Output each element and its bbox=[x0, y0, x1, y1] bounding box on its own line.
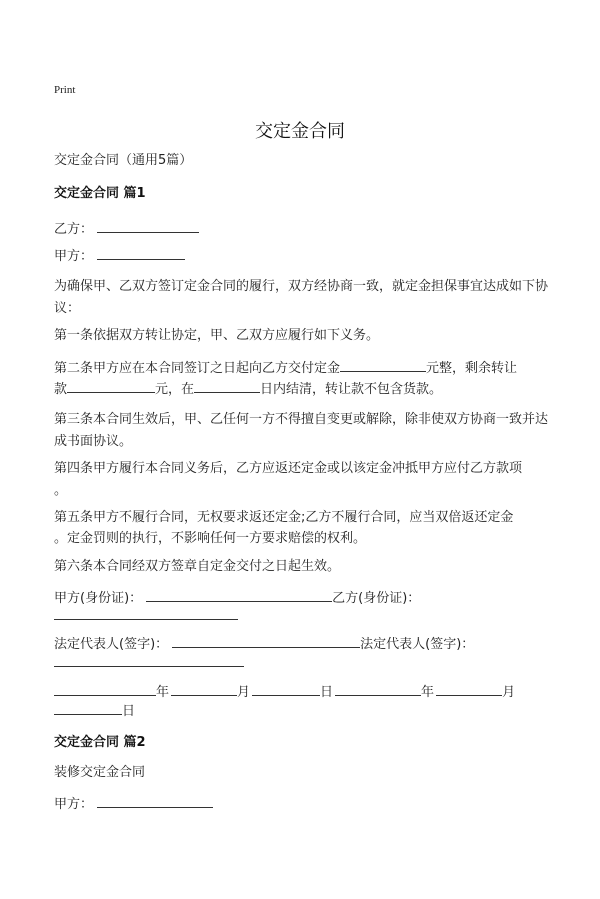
remaining-amount-blank bbox=[67, 378, 155, 393]
rep-b-blank-line bbox=[54, 652, 550, 675]
article-1: 第一条依据双方转让协定，甲、乙双方应履行如下义务。 bbox=[54, 328, 380, 343]
article-5-line-1: 第五条甲方不履行合同，无权要求返还定金;乙方不履行合同，应当双倍返还定金 bbox=[54, 510, 514, 525]
year-a-label: 年 bbox=[156, 685, 170, 700]
day-b-blank bbox=[54, 700, 122, 715]
article-5-line-2: 。定金罚则的执行，不影响任何一方要求赔偿的权利。 bbox=[54, 531, 367, 546]
deposit-amount-blank bbox=[340, 357, 426, 372]
article-6: 第六条本合同经双方签章自定金交付之日起生效。 bbox=[54, 559, 341, 574]
article-2-text-b: 元整，剩余转让 bbox=[426, 361, 518, 376]
date-line-2 bbox=[54, 700, 550, 723]
days-blank bbox=[194, 378, 260, 393]
document-subtitle: 交定金合同（通用5篇） bbox=[54, 153, 193, 168]
rep-b-label: 法定代表人(签字)： bbox=[360, 637, 475, 652]
party-a-blank bbox=[97, 245, 185, 260]
article-2-line-1 bbox=[54, 357, 550, 380]
party-a-line bbox=[54, 245, 550, 268]
rep-a-label: 法定代表人(签字)： bbox=[54, 637, 169, 652]
section-2-subtitle: 装修交定金合同 bbox=[54, 765, 146, 780]
month-b-label: 月 bbox=[502, 685, 516, 700]
article-2-text-a: 第二条甲方应在本合同签订之日起向乙方交付定金 bbox=[54, 361, 341, 376]
article-2-text-e: 日内结清，转让款不包含货款。 bbox=[260, 382, 443, 397]
year-a-blank bbox=[54, 681, 156, 696]
id-b-label: 乙方(身份证)： bbox=[332, 591, 421, 606]
id-a-label: 甲方(身份证)： bbox=[54, 591, 143, 606]
party-b-line bbox=[54, 218, 550, 241]
article-4-line-2: 。 bbox=[54, 483, 68, 498]
day-a-blank bbox=[252, 681, 320, 696]
section-2-party-a-line bbox=[54, 793, 550, 816]
party-b-label: 乙方： bbox=[54, 222, 94, 237]
id-b-blank bbox=[54, 605, 238, 620]
party-a-label: 甲方： bbox=[54, 249, 94, 264]
section-heading-1: 交定金合同 篇1 bbox=[54, 186, 146, 201]
year-b-label: 年 bbox=[421, 685, 435, 700]
article-2-text-d: 元，在 bbox=[155, 382, 195, 397]
document-title: 交定金合同 bbox=[255, 121, 345, 142]
party-b-blank bbox=[97, 218, 199, 233]
rep-a-blank bbox=[172, 633, 360, 648]
year-b-blank bbox=[335, 681, 421, 696]
intro-paragraph: 为确保甲、乙双方签订定金合同的履行，双方经协商一致，就定金担保事宜达成如下协议： bbox=[54, 279, 549, 316]
article-2-text-c: 款 bbox=[54, 382, 68, 397]
section-2-party-a-blank bbox=[97, 793, 213, 808]
month-a-label: 月 bbox=[237, 685, 251, 700]
section-heading-2: 交定金合同 篇2 bbox=[54, 735, 146, 750]
day-a-label: 日 bbox=[320, 685, 334, 700]
article-2-line-2 bbox=[54, 378, 550, 401]
id-a-blank bbox=[146, 587, 332, 602]
month-a-blank bbox=[171, 681, 237, 696]
id-b-blank-line bbox=[54, 605, 550, 628]
article-4-line-1: 第四条甲方履行本合同义务后，乙方应返还定金或以该定金冲抵甲方应付乙方款项 bbox=[54, 461, 523, 476]
article-3: 第三条本合同生效后，甲、乙任何一方不得擅自变更或解除，除非使双方协商一致并达成书面协议。 bbox=[54, 412, 549, 449]
month-b-blank bbox=[436, 681, 502, 696]
print-link[interactable]: Print bbox=[54, 84, 76, 96]
section-2-party-a-label: 甲方： bbox=[54, 797, 94, 812]
rep-b-blank bbox=[54, 652, 244, 667]
day-b-label: 日 bbox=[122, 704, 136, 719]
